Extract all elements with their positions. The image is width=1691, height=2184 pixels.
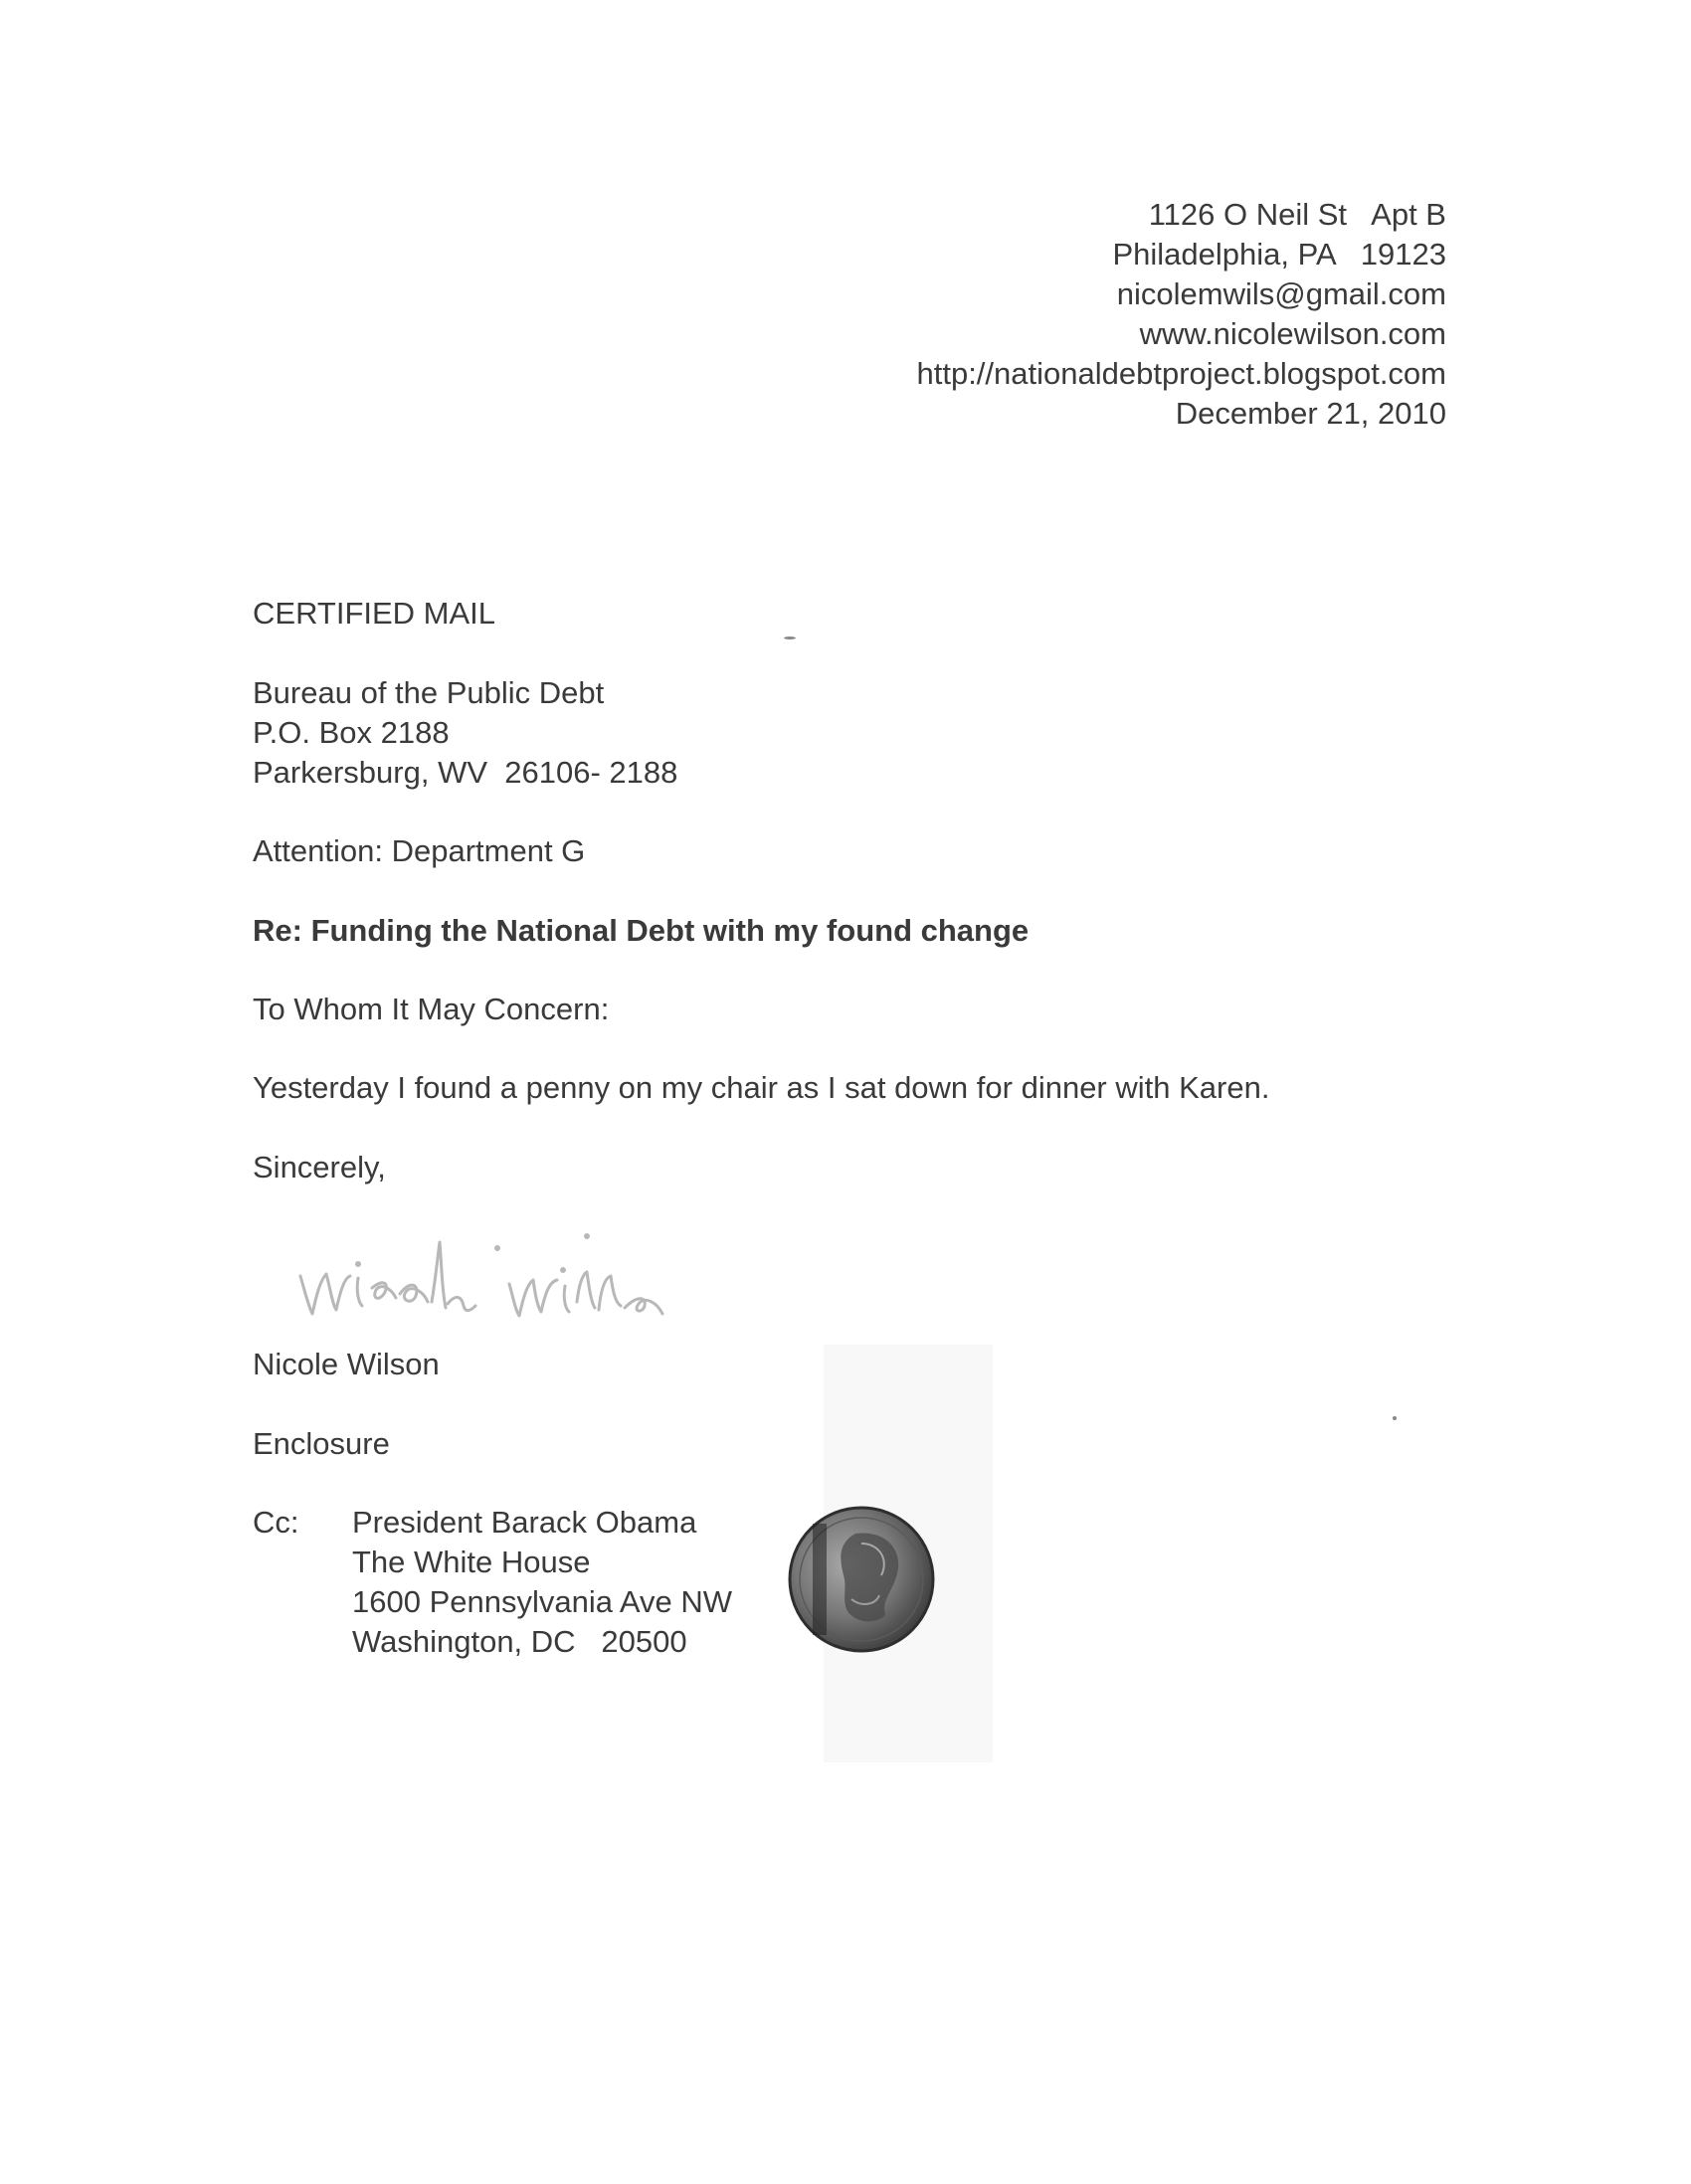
sender-website: www.nicolewilson.com <box>1139 316 1446 351</box>
recipient-name: Bureau of the Public Debt <box>253 675 605 710</box>
letter-body: Yesterday I found a penny on my chair as I sat down for dinner with Karen. <box>253 1070 1270 1105</box>
cc-address-block <box>352 1503 732 1662</box>
sender-street: 1126 O Neil St Apt B <box>1148 197 1446 232</box>
enclosure-note: Enclosure <box>253 1426 390 1461</box>
sender-city: Philadelphia, PA 19123 <box>1112 237 1446 272</box>
paper-speck <box>784 637 796 639</box>
attention-line: Attention: Department G <box>253 833 586 868</box>
signer-name: Nicole Wilson <box>253 1347 440 1381</box>
cc-name: President Barack Obama <box>352 1505 697 1540</box>
sender-email: nicolemwils@gmail.com <box>1116 276 1446 311</box>
sender-address-block <box>916 195 1446 434</box>
cc-label: Cc: <box>253 1505 299 1540</box>
cc-street: 1600 Pennsylvania Ave NW <box>352 1584 732 1619</box>
recipient-city: Parkersburg, WV 26106- 2188 <box>253 755 678 790</box>
salutation: To Whom It May Concern: <box>253 992 610 1026</box>
recipient-box: P.O. Box 2188 <box>253 715 450 750</box>
subject-line: Re: Funding the National Debt with my found change <box>253 913 1030 948</box>
certified-mail-label: CERTIFIED MAIL <box>253 596 496 631</box>
cc-city: Washington, DC 20500 <box>352 1624 687 1659</box>
sender-blog: http://nationaldebtproject.blogspot.com <box>916 356 1446 391</box>
cc-place: The White House <box>352 1545 591 1579</box>
handwritten-signature <box>288 1218 766 1328</box>
recipient-address-block <box>253 673 677 793</box>
penny-coin-image <box>786 1504 937 1655</box>
closing: Sincerely, <box>253 1150 386 1184</box>
letter-date: December 21, 2010 <box>1175 396 1446 431</box>
paper-speck <box>1393 1416 1397 1420</box>
